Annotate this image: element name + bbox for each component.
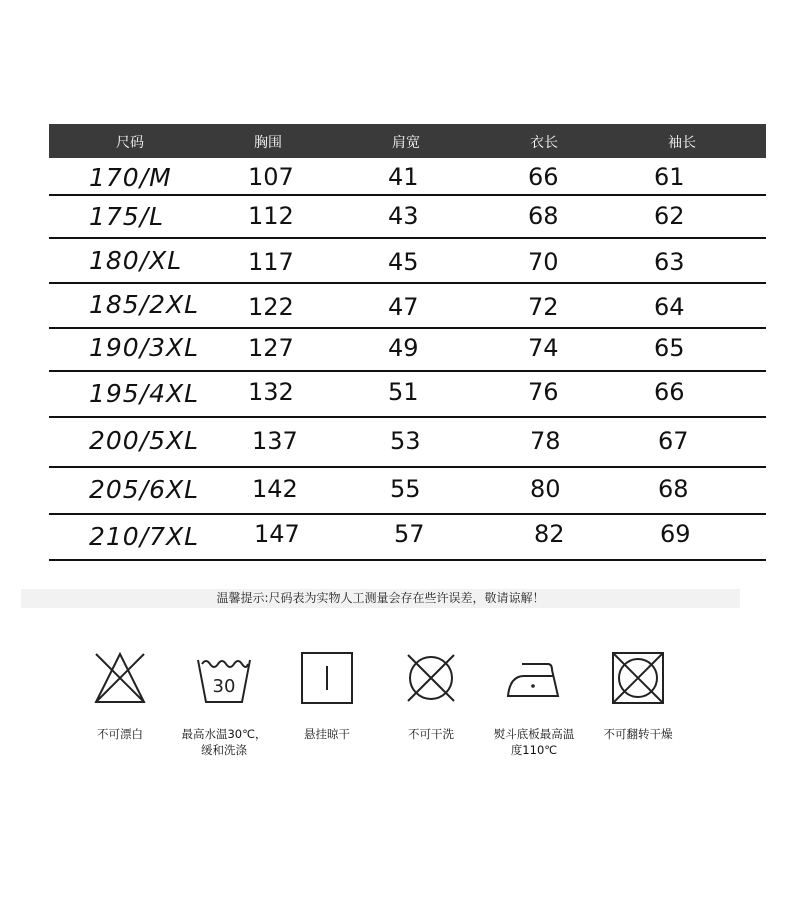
sleeve-cell: 63	[654, 248, 685, 276]
no-dry-clean-icon	[403, 650, 459, 706]
care-label: 不可干洗	[408, 727, 454, 741]
care-item-no-dry-clean	[386, 650, 476, 742]
shoulder-cell: 41	[388, 163, 419, 191]
svg-text:30: 30	[212, 676, 236, 697]
care-label: 不可漂白	[97, 727, 143, 741]
size-cell: 195/4XL	[89, 379, 200, 408]
chest-cell: 142	[252, 475, 298, 503]
care-item-no-tumble-dry	[593, 650, 683, 742]
length-cell: 68	[528, 202, 559, 230]
wash-30-icon	[196, 650, 252, 706]
chest-cell: 107	[248, 163, 294, 191]
care-label: 最高水温30℃，缓和洗涤	[181, 727, 267, 757]
table-row	[49, 468, 766, 515]
size-chart-header	[49, 124, 766, 158]
care-item-iron-low	[489, 650, 579, 758]
table-row	[49, 239, 766, 284]
table-row	[49, 418, 766, 468]
table-row	[49, 329, 766, 372]
size-cell: 210/7XL	[89, 522, 200, 551]
sleeve-cell: 67	[658, 427, 689, 455]
sleeve-cell: 61	[654, 163, 685, 191]
size-cell: 170/M	[89, 163, 172, 192]
length-cell: 80	[530, 475, 561, 503]
size-cell: 185/2XL	[89, 290, 200, 319]
table-row	[49, 196, 766, 239]
length-cell: 74	[528, 334, 559, 362]
shoulder-cell: 51	[388, 378, 419, 406]
chest-cell: 137	[252, 427, 298, 455]
chest-cell: 132	[248, 378, 294, 406]
table-row	[49, 158, 766, 196]
sleeve-cell: 64	[654, 293, 685, 321]
length-cell: 66	[528, 163, 559, 191]
hang-dry-icon	[299, 650, 355, 706]
chest-cell: 127	[248, 334, 294, 362]
size-chart	[49, 124, 766, 561]
size-cell: 180/XL	[89, 246, 183, 275]
table-row	[49, 284, 766, 329]
care-item-hang-dry	[282, 650, 372, 742]
size-cell: 205/6XL	[89, 475, 200, 504]
shoulder-cell: 57	[394, 520, 425, 548]
header-sleeve: 袖长	[668, 135, 696, 151]
shoulder-cell: 47	[388, 293, 419, 321]
shoulder-cell: 55	[390, 475, 421, 503]
size-cell: 175/L	[89, 202, 165, 231]
sleeve-cell: 66	[654, 378, 685, 406]
length-cell: 70	[528, 248, 559, 276]
size-cell: 190/3XL	[89, 333, 200, 362]
iron-low-icon	[504, 650, 564, 706]
length-cell: 78	[530, 427, 561, 455]
header-size: 尺码	[116, 135, 144, 151]
shoulder-cell: 53	[390, 427, 421, 455]
shoulder-cell: 45	[388, 248, 419, 276]
no-bleach-icon	[92, 650, 148, 706]
sleeve-cell: 62	[654, 202, 685, 230]
no-tumble-dry-icon	[610, 650, 666, 706]
length-cell: 82	[534, 520, 565, 548]
length-cell: 72	[528, 293, 559, 321]
chest-cell: 122	[248, 293, 294, 321]
header-length: 衣长	[530, 135, 558, 151]
header-shoulder: 肩宽	[392, 135, 420, 151]
chest-cell: 117	[248, 248, 294, 276]
care-label: 不可翻转干燥	[603, 727, 673, 741]
care-label: 悬挂晾干	[304, 727, 350, 741]
shoulder-cell: 43	[388, 202, 419, 230]
table-row	[49, 372, 766, 418]
length-cell: 76	[528, 378, 559, 406]
table-row	[49, 515, 766, 561]
sleeve-cell: 69	[660, 520, 691, 548]
chest-cell: 147	[254, 520, 300, 548]
care-item-no-bleach	[75, 650, 165, 742]
shoulder-cell: 49	[388, 334, 419, 362]
size-cell: 200/5XL	[89, 426, 200, 455]
chest-cell: 112	[248, 202, 294, 230]
care-item-wash-30	[179, 650, 269, 758]
sleeve-cell: 65	[654, 334, 685, 362]
measurement-tip: 温馨提示:尺码表为实物人工测量会存在些许误差，敬请谅解！	[21, 589, 740, 608]
care-label: 熨斗底板最高温度110℃	[493, 727, 575, 757]
sleeve-cell: 68	[658, 475, 689, 503]
header-chest: 胸围	[254, 135, 282, 151]
